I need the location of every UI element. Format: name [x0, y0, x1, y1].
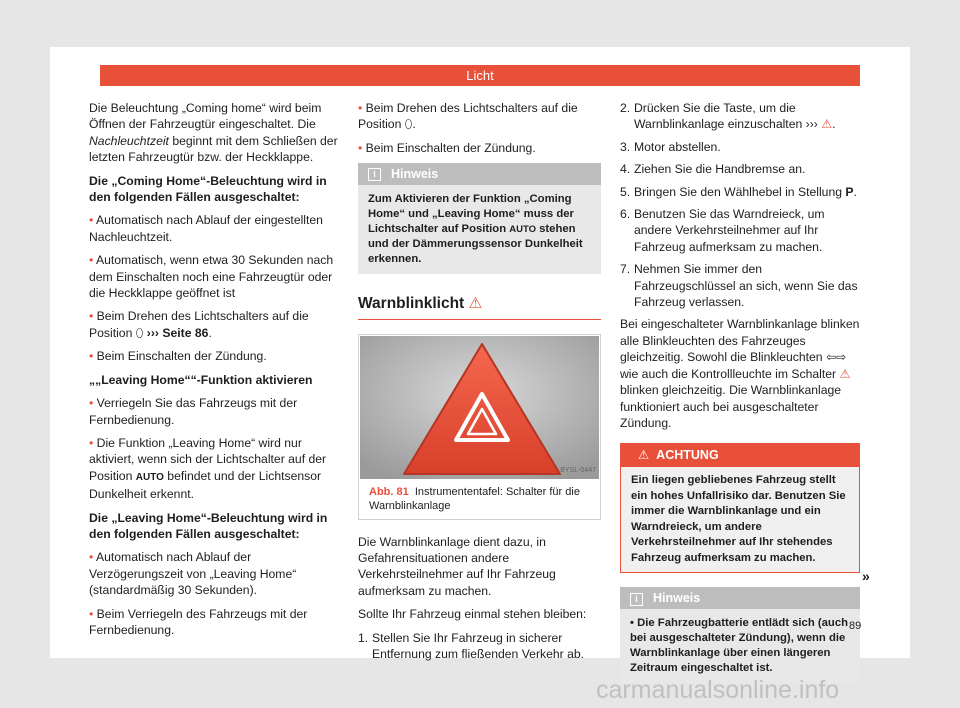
hinweis-note	[620, 587, 860, 683]
hinweis-note	[358, 163, 601, 274]
paragraph: Bei eingeschalteter Warnblinkanlage blinken alle Blinkleuchten des Fahrzeuges gleichzeitig. Sowohl die Blinkleuchten ⇦⇨ wie auch die Kontrollleuchte im Schalter ⚠ blinken gleichzeitig. Die Warnblinkanlage funktioniert auch bei ausgeschalteter Zündung.	[620, 317, 860, 430]
list-item: • Beim Einschalten der Zündung.	[358, 140, 536, 155]
bullet-icon: •	[358, 140, 366, 155]
list-item: • Die Funktion „Leaving Home“ wird nur aktiviert, wenn sich der Lichtschalter auf der Position AUTO befindet und der Lichtsensor Dunkelheit erkennt.	[89, 435, 327, 502]
step-item: 3. Motor abstellen.	[620, 139, 721, 154]
bullet-icon: •	[89, 309, 97, 324]
bullet-icon: •	[89, 213, 96, 228]
page-reference-link[interactable]: ››› Seite 86	[143, 325, 209, 340]
list-item: • Beim Verriegeln des Fahrzeugs mit der Fernbedienung.	[89, 606, 308, 637]
auto-symbol: AUTO	[135, 471, 164, 483]
list-item: • Beim Drehen des Lichtschalters auf die Position ⬯ ››› Seite 86.	[89, 309, 309, 340]
hinweis-header: i Hinweis	[620, 587, 860, 609]
bullet-icon: •	[89, 435, 97, 450]
page-number: 89	[849, 620, 862, 632]
bullet-icon: •	[89, 396, 97, 411]
warning-triangle-icon: ⚠	[821, 117, 833, 132]
figure-hazard-switch	[358, 334, 601, 520]
step-item: 7. Nehmen Sie immer den Fahrzeugschlüssel an sich, wenn Sie das Fahrzeug verlassen.	[620, 262, 858, 310]
list-item: • Beim Drehen des Lichtschalters auf die Position ⬯.	[358, 101, 578, 132]
warning-triangle-icon: ⚠	[638, 448, 650, 463]
achtung-warning	[620, 443, 860, 573]
hinweis-body: Zum Aktivieren der Funktion „Coming Home“ und „Leaving Home“ muss der Lichtschalter auf Position AUTO stehen und der Dämmerungssensor Dunkelheit erkennen.	[368, 193, 583, 266]
auto-symbol: AUTO	[509, 224, 536, 236]
bullet-icon: •	[89, 349, 97, 364]
info-icon: i	[630, 593, 643, 606]
watermark: carmanualsonline.info	[596, 676, 840, 704]
info-icon: i	[368, 168, 381, 181]
coming-home-heading: Die „Coming Home“-Beleuchtung wird in den folgenden Fällen ausgeschaltet:	[89, 173, 327, 205]
continue-mark: »	[862, 568, 870, 584]
bullet-icon: •	[89, 253, 96, 268]
bullet-icon: •	[358, 101, 366, 115]
hinweis-body: • Die Fahrzeugbatterie entlädt sich (auch bei ausgeschalteter Zündung), wenn die Warnblinkanlage über einen längeren Zeitraum eingeschaltet ist.	[630, 617, 849, 675]
list-item: • Automatisch nach Ablauf der Verzögerungszeit von „Leaving Home“ (standardmäßig 30 Sekunden).	[89, 550, 297, 598]
step-item: 2. Drücken Sie die Taste, um die Warnblinkanlage einzuschalten ››› ⚠.	[620, 101, 836, 132]
section-title: Warnblinklicht ⚠	[358, 296, 601, 319]
list-item: • Automatisch nach Ablauf der eingestellten Nachleuchtzeit.	[89, 213, 323, 244]
paragraph: Die Warnblinkanlage dient dazu, in Gefahrensituationen andere Verkehrsteilnehmer auf Ihr Fahrzeug aufmerksam zu machen.	[358, 534, 556, 598]
bullet-icon: •	[89, 550, 96, 565]
list-item: • Automatisch, wenn etwa 30 Sekunden nach dem Einschalten noch eine Fahrzeugtür oder die Heckklappe geöffnet ist	[89, 253, 334, 301]
steps-list	[358, 630, 601, 663]
leaving-home-off-heading: Die „Leaving Home“-Beleuchtung wird in den folgenden Fällen ausgeschaltet:	[89, 510, 328, 541]
figure-code: BYSL-0447	[560, 466, 596, 474]
leaving-home-heading: „„Leaving Home““-Funktion aktivieren	[89, 372, 313, 387]
hazard-switch-image	[360, 336, 599, 479]
steps-list	[620, 100, 860, 310]
list-item: • Beim Einschalten der Zündung.	[89, 349, 267, 364]
column-2	[358, 100, 601, 668]
light-switch-off-icon: ⬯	[135, 325, 144, 340]
bullet-icon: •	[630, 617, 638, 630]
bullet-icon: •	[89, 606, 97, 621]
step-item: 1. Stellen Sie Ihr Fahrzeug in sicherer Entfernung zum fließenden Verkehr ab.	[358, 630, 585, 662]
light-switch-off-icon: ⬯	[404, 117, 413, 132]
column-1	[89, 100, 339, 645]
figure-caption: Abb. 81 Instrumententafel: Schalter für die Warnblinkanlage	[369, 485, 580, 512]
column-3	[620, 100, 860, 691]
step-item: 6. Benutzen Sie das Warndreieck, um andere Verkehrsteilnehmer auf Ihr Fahrzeug aufmerksam zu machen.	[620, 207, 825, 254]
step-item: 5. Bringen Sie den Wählhebel in Stellung P.	[620, 184, 857, 199]
intro-paragraph: Die Beleuchtung „Coming home“ wird beim Öffnen der Fahrzeugtür eingeschaltet. Die Nachleuchtzeit beginnt mit dem Schließen der letzten Fahrzeugtür bzw. der Heckklappe.	[89, 101, 338, 165]
achtung-body: Ein liegen gebliebenes Fahrzeug stellt ein hohes Unfallrisiko dar. Benutzen Sie immer die Warnblinkanlage und ein Warndreieck, um andere Verkehrsteilnehmer auf Ihr stehendes Fahrzeug aufmerksam zu machen.	[620, 467, 860, 573]
page-header: Licht	[100, 65, 860, 86]
warning-triangle-icon: ⚠	[468, 295, 483, 313]
warning-triangle-icon: ⚠	[839, 366, 851, 381]
hinweis-header: i Hinweis	[358, 163, 601, 185]
step-item: 4. Ziehen Sie die Handbremse an.	[620, 162, 806, 177]
achtung-header: ⚠ ACHTUNG	[620, 443, 860, 467]
turn-signal-arrows-icon: ⇦⇨	[825, 350, 847, 365]
list-item: • Verriegeln Sie das Fahrzeugs mit der Fernbedienung.	[89, 396, 298, 427]
paragraph: Sollte Ihr Fahrzeug einmal stehen bleiben:	[358, 607, 587, 622]
hazard-button-illustration	[360, 336, 599, 479]
